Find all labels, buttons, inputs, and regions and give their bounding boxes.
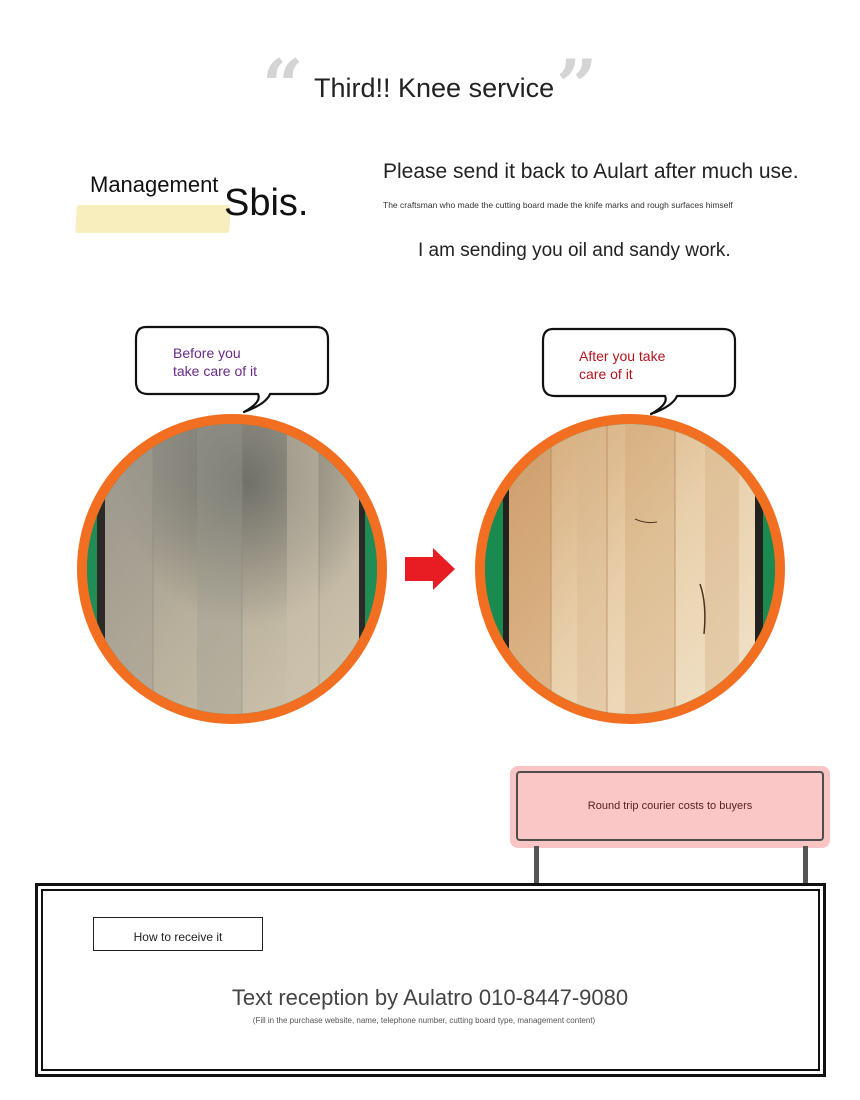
courier-sign-text: Round trip courier costs to buyers	[587, 800, 753, 812]
management-value: Sbis.	[224, 182, 309, 224]
management-label: Management	[90, 172, 219, 197]
before-label-line1: Before you	[173, 345, 241, 361]
after-board-photo	[485, 424, 775, 714]
courier-sign	[516, 771, 824, 841]
after-photo-circle	[475, 414, 785, 724]
sign-post-right	[803, 846, 808, 886]
after-label-line2: care of it	[579, 366, 633, 382]
before-speech-bubble	[134, 324, 330, 421]
contact-text: Text reception by Aulatro 010-8447-9080	[231, 985, 629, 1010]
right-arrow-icon	[405, 548, 457, 590]
fill-in-note: (Fill in the purchase website, name, telephone number, cutting board type, management content)	[252, 1016, 596, 1025]
after-label-line1: After you take	[579, 348, 666, 364]
highlighter-stroke	[75, 205, 230, 233]
how-to-receive-label: How to receive it	[93, 917, 263, 951]
before-label-line2: take care of it	[173, 363, 258, 379]
craftsman-note: The craftsman who made the cutting board made the knife marks and rough surfaces himself	[383, 200, 733, 210]
send-back-heading: Please send it back to Aulart after much use.	[383, 160, 799, 183]
close-quote-icon: ”	[556, 43, 598, 128]
open-quote-icon: “	[262, 43, 304, 128]
oil-sandy-text: I am sending you oil and sandy work.	[418, 240, 731, 261]
after-speech-bubble	[541, 326, 737, 423]
before-photo-circle	[77, 414, 387, 724]
page-title: Third!! Knee service	[314, 73, 555, 103]
before-board-photo	[87, 424, 377, 714]
sign-post-left	[534, 846, 539, 886]
